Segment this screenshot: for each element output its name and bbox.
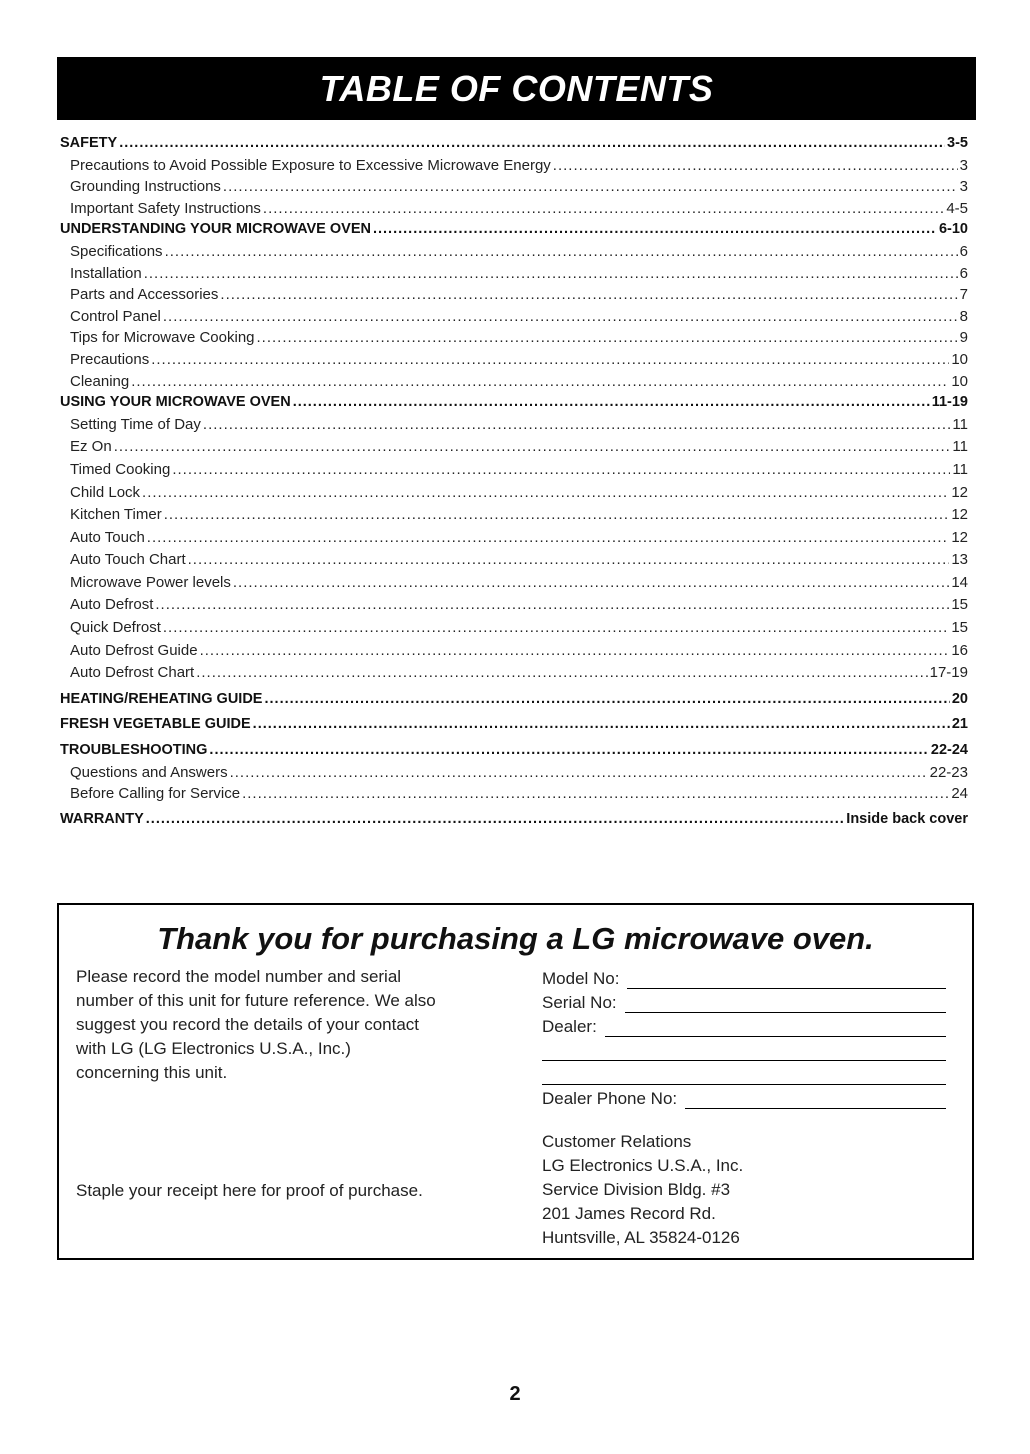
toc-label: Auto Defrost Guide (70, 641, 198, 659)
toc-label: Precautions to Avoid Possible Exposure to Excessive Microwave Energy (70, 156, 551, 174)
toc-item-row (60, 642, 968, 665)
note-line: Please record the model number and serial (76, 967, 402, 986)
record-note (76, 965, 486, 1085)
toc-label: Important Safety Instructions (70, 199, 261, 217)
note-line: number of this unit for future reference. We also (76, 991, 436, 1010)
toc-label: Quick Defrost (70, 619, 161, 637)
toc-page: 11 (952, 460, 968, 478)
toc-page: 13 (951, 551, 968, 569)
toc-leader-dots (163, 619, 949, 636)
toc-leader-dots (233, 574, 949, 591)
toc-label: Control Panel (70, 307, 161, 325)
toc-section-row (60, 691, 968, 713)
serial-label: Serial No: (542, 993, 617, 1012)
toc-item-row (60, 484, 968, 507)
toc-section-row (60, 811, 968, 833)
dealer-phone-field (542, 1085, 946, 1109)
serial-field (542, 989, 946, 1013)
note-line: suggest you record the details of your contact (76, 1015, 420, 1034)
toc-leader-dots (220, 286, 957, 303)
toc-section-row (60, 394, 968, 416)
thank-you-heading: Thank you for purchasing a LG microwave oven. (157, 921, 874, 956)
toc-label: Auto Touch (70, 528, 145, 546)
table-of-contents (60, 135, 968, 832)
toc-leader-dots (223, 178, 958, 195)
toc-label: Auto Defrost (70, 596, 154, 614)
toc-page: 11-19 (931, 394, 968, 411)
toc-page: Inside back cover (846, 810, 968, 827)
toc-page: 12 (951, 506, 968, 524)
toc-page: 15 (951, 596, 968, 614)
model-line (627, 972, 946, 989)
toc-leader-dots (196, 664, 927, 681)
toc-item-row (60, 596, 968, 619)
toc-page: 3 (959, 178, 968, 196)
toc-label: Auto Defrost Chart (70, 664, 195, 682)
toc-label: Precautions (70, 350, 150, 368)
serial-line (625, 996, 946, 1013)
toc-page: 3-5 (947, 135, 968, 151)
toc-label: HEATING/REHEATING GUIDE (60, 690, 263, 707)
toc-leader-dots (165, 243, 958, 260)
toc-leader-dots (144, 265, 958, 282)
model-field (542, 965, 946, 989)
toc-item-row (60, 265, 968, 287)
toc-page: 24 (951, 785, 968, 803)
toc-page: 12 (951, 483, 968, 501)
toc-label: Before Calling for Service (70, 785, 241, 803)
toc-item-row (60, 551, 968, 574)
toc-label: Specifications (70, 242, 163, 260)
toc-page: 3 (959, 156, 968, 174)
toc-page: 15 (951, 619, 968, 637)
toc-leader-dots (147, 529, 950, 546)
toc-label: Parts and Accessories (70, 286, 219, 304)
toc-item-row (60, 664, 968, 687)
toc-page: 21 (951, 716, 968, 733)
note-line: concerning this unit. (76, 1063, 228, 1082)
toc-item-row (60, 529, 968, 552)
toc-label: Ez On (70, 438, 112, 456)
page-title: TABLE OF CONTENTS (319, 67, 714, 109)
model-label: Model No: (542, 969, 620, 988)
toc-page: 12 (951, 528, 968, 546)
title-banner (57, 57, 976, 120)
toc-label: UNDERSTANDING YOUR MICROWAVE OVEN (60, 221, 371, 238)
toc-item-row (60, 329, 968, 351)
toc-leader-dots (164, 506, 950, 523)
toc-item-row (60, 506, 968, 529)
toc-page: 14 (951, 573, 968, 591)
toc-item-row (60, 351, 968, 373)
toc-page: 6-10 (938, 221, 968, 238)
toc-page: 22-23 (929, 763, 968, 781)
dealer-line (605, 1020, 946, 1037)
toc-label: USING YOUR MICROWAVE OVEN (60, 394, 291, 411)
toc-item-row (60, 178, 968, 200)
staple-note: Staple your receipt here for proof of purchase. (76, 1181, 423, 1200)
toc-page: 7 (959, 286, 968, 304)
dealer-phone-line (685, 1092, 946, 1109)
toc-label: TROUBLESHOOTING (60, 742, 208, 759)
toc-label: Cleaning (70, 372, 130, 390)
toc-leader-dots (263, 200, 944, 217)
toc-page: 16 (951, 641, 968, 659)
address-line: Huntsville, AL 35824-0126 (542, 1228, 740, 1247)
toc-leader-dots (163, 308, 958, 325)
dealer-extra-line (542, 1037, 946, 1061)
address-line: LG Electronics U.S.A., Inc. (542, 1156, 744, 1175)
toc-section-row (60, 716, 968, 738)
toc-label: Grounding Instructions (70, 178, 221, 196)
address-line: Customer Relations (542, 1132, 692, 1151)
toc-label: Microwave Power levels (70, 573, 231, 591)
dealer-extra-line (542, 1061, 946, 1085)
toc-label: Questions and Answers (70, 763, 228, 781)
toc-label: Auto Touch Chart (70, 551, 186, 569)
toc-label: Child Lock (70, 483, 141, 501)
toc-leader-dots (242, 785, 949, 802)
toc-leader-dots (373, 221, 937, 237)
toc-page: 11 (952, 438, 968, 456)
toc-leader-dots (131, 373, 949, 390)
toc-section-row (60, 135, 968, 157)
toc-leader-dots (553, 157, 958, 174)
toc-item-row (60, 286, 968, 308)
toc-leader-dots (151, 351, 949, 368)
toc-page: 22-24 (930, 742, 968, 759)
toc-item-row (60, 373, 968, 395)
page-number: 2 (509, 1383, 521, 1405)
toc-leader-dots (230, 764, 928, 781)
toc-item-row (60, 416, 968, 439)
dealer-label: Dealer: (542, 1017, 597, 1036)
toc-label: Kitchen Timer (70, 506, 162, 524)
toc-page: 10 (951, 372, 968, 390)
customer-relations-address (542, 1130, 743, 1250)
toc-leader-dots (293, 394, 930, 410)
toc-page: 6 (959, 242, 968, 260)
toc-item-row (60, 764, 968, 786)
toc-item-row (60, 461, 968, 484)
toc-item-row (60, 243, 968, 265)
toc-page: 6 (959, 264, 968, 282)
toc-item-row (60, 438, 968, 461)
toc-leader-dots (155, 596, 949, 613)
toc-leader-dots (203, 416, 951, 433)
toc-leader-dots (172, 461, 950, 478)
toc-page: 10 (951, 350, 968, 368)
record-fields (542, 965, 946, 1109)
toc-page: 4-5 (946, 199, 968, 217)
toc-page: 11 (952, 415, 968, 433)
toc-label: FRESH VEGETABLE GUIDE (60, 716, 251, 733)
toc-page: 17-19 (929, 664, 968, 682)
toc-item-row (60, 308, 968, 330)
toc-label: WARRANTY (60, 810, 144, 827)
toc-leader-dots (142, 484, 949, 501)
toc-item-row (60, 785, 968, 807)
dealer-phone-label: Dealer Phone No: (542, 1089, 678, 1108)
toc-page: 9 (959, 329, 968, 347)
toc-leader-dots (188, 551, 950, 568)
toc-leader-dots (257, 329, 958, 346)
toc-label: Setting Time of Day (70, 415, 201, 433)
toc-label: Tips for Microwave Cooking (70, 329, 255, 347)
toc-page: 20 (951, 690, 968, 707)
toc-section-row (60, 221, 968, 243)
toc-label: SAFETY (60, 135, 118, 151)
toc-item-row (60, 157, 968, 179)
toc-section-row (60, 742, 968, 764)
toc-leader-dots (114, 438, 951, 455)
address-line: Service Division Bldg. #3 (542, 1180, 731, 1199)
toc-page: 8 (959, 307, 968, 325)
toc-leader-dots (209, 742, 928, 758)
toc-leader-dots (264, 691, 949, 707)
note-line: with LG (LG Electronics U.S.A., Inc.) (76, 1039, 351, 1058)
toc-label: Timed Cooking (70, 460, 171, 478)
toc-leader-dots (253, 716, 950, 732)
address-line: 201 James Record Rd. (542, 1204, 716, 1223)
toc-item-row (60, 619, 968, 642)
toc-leader-dots (119, 135, 945, 151)
thank-you-box (57, 903, 974, 1260)
dealer-field (542, 1013, 946, 1037)
toc-leader-dots (146, 811, 845, 827)
toc-item-row (60, 200, 968, 222)
toc-label: Installation (70, 264, 142, 282)
toc-leader-dots (200, 642, 950, 659)
toc-item-row (60, 574, 968, 597)
